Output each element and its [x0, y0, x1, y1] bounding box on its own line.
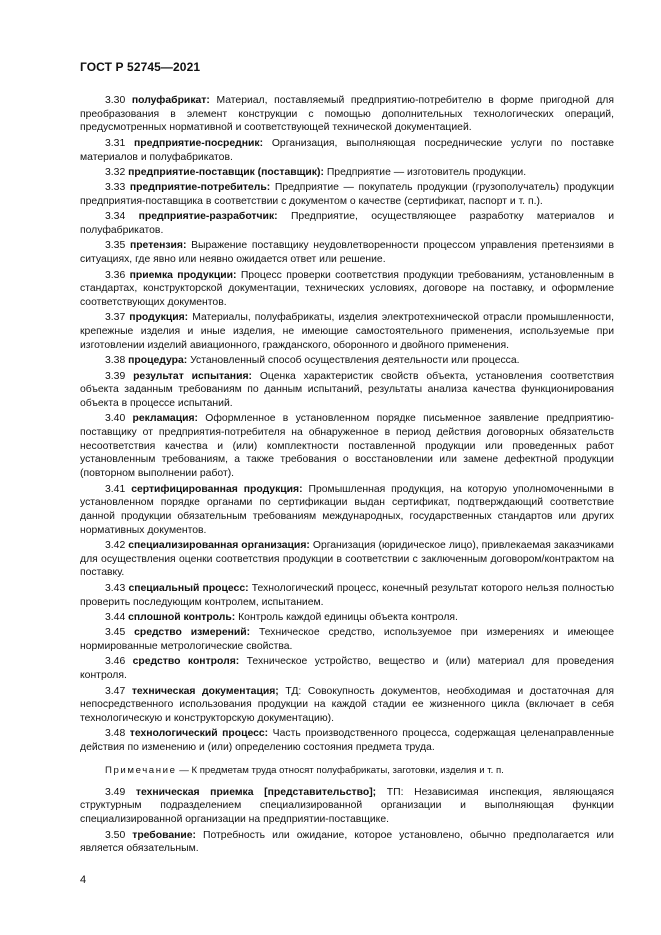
- term-number: 3.34: [105, 211, 126, 223]
- term-definition: Предприятие — изготовитель продукции.: [326, 166, 527, 178]
- term-definition: ТП: Независимая инспекция, являющаяся структурным подразделением специализированной организации и выполняющая функции специализированной организации на предприятии-поставщике.: [80, 786, 614, 826]
- term-number: 3.38: [105, 355, 126, 367]
- term-entry: [80, 655, 614, 682]
- term-definition: ТД: Совокупность документов, необходимая и достаточная для непосредственного использования продукции на каждой стадии ее жизненного цикла (включает в себя технологическую и конструкторскую документацию).: [80, 685, 615, 724]
- term-entry: [80, 137, 614, 164]
- term-name: сертифицированная продукция:: [131, 483, 303, 495]
- term-number: 3.46: [105, 656, 126, 668]
- term-entry: [80, 166, 614, 180]
- term-list: [80, 94, 614, 755]
- term-number: 3.37: [105, 312, 126, 324]
- term-name: рекламация:: [132, 413, 198, 425]
- term-entry: [80, 94, 614, 135]
- term-definition: Техническое устройство, вещество и (или) материал для проведения контроля.: [80, 656, 614, 682]
- page-number: 4: [80, 874, 87, 886]
- term-entry: [80, 370, 614, 411]
- term-definition: Организация, выполняющая посреднические услуги по поставке материалов и полуфабрикатов.: [80, 137, 615, 163]
- term-definition: Материалы, полуфабрикаты, изделия электротехнической отрасли промышленности, крепежные изделия и иные изделия, не имеющие самостоятельного применения, используемые при изготовлении изделий авиационного, гражданского, оборонного и двойного применения.: [80, 312, 614, 351]
- term-entry: [80, 269, 614, 310]
- term-entry: [80, 539, 614, 580]
- term-number: 3.40: [105, 413, 126, 425]
- term-entry: [80, 181, 614, 208]
- term-name: процедура:: [128, 355, 188, 367]
- term-number: 3.32: [105, 166, 126, 178]
- term-number: 3.41: [105, 483, 126, 495]
- note-label: Примечание: [105, 764, 177, 776]
- term-definition: Процесс проверки соответствия продукции требованиям, установленным в стандартах, конструкторской документации, технических условиях, договоре на поставку, и оформление соответствующих документов.: [80, 269, 614, 308]
- term-name: специализированная организация:: [128, 540, 310, 552]
- term-name: техническая документация;: [131, 685, 279, 697]
- term-entry: [80, 354, 614, 368]
- term-entry: [80, 483, 614, 538]
- note-text: — К предметам труда относят полуфабрикаты, заготовки, изделия и т. п.: [179, 764, 504, 776]
- term-name: средство контроля:: [132, 656, 240, 668]
- term-entry: [80, 727, 614, 754]
- term-name: специальный процесс:: [128, 582, 249, 594]
- term-entry: [80, 239, 614, 266]
- term-name: претензия:: [129, 240, 187, 252]
- term-number: 3.33: [105, 182, 126, 194]
- term-definition: Технологический процесс, конечный результат которого нельзя полностью проверить последующим контролем, испытанием.: [80, 582, 615, 608]
- term-entry: [80, 786, 614, 827]
- term-number: 3.36: [105, 269, 126, 281]
- term-entry: [80, 582, 614, 609]
- term-name: сплошной контроль:: [128, 611, 236, 623]
- term-entry: [80, 829, 614, 856]
- term-entry: [80, 611, 614, 625]
- term-name: требование:: [132, 829, 197, 841]
- term-definition: Техническое средство, используемое при измерениях и имеющее нормированные метрологические свойства.: [80, 627, 614, 653]
- term-definition: Предприятие, осуществляющее разработку материалов и полуфабрикатов.: [80, 211, 615, 237]
- term-number: 3.45: [105, 627, 126, 639]
- term-name: предприятие-разработчик:: [138, 211, 278, 223]
- term-definition: Установленный способ осуществления деятельности или процесса.: [190, 355, 520, 367]
- term-definition: Материал, поставляемый предприятию-потребителю в форме пригодной для преобразования в элемент конструкции с помощью дополнительных технологических операций, предусмотренных нормативной и соответствующей технической документацией.: [80, 95, 614, 134]
- term-name: техническая приемка [представительство];: [135, 786, 377, 798]
- term-definition: Оформленное в установленном порядке письменное заявление предприятию-поставщику от предприятия-потребителя на обнаруженное в период действия договорных обязательств несоответствия качества и (или) комплектности поставленной продукции или проведенных работ установленным требованиям, а также требования о восстановлении или замене дефектной продукции (повторном выполнении работ).: [80, 413, 614, 480]
- term-definition: Контроль каждой единицы объекта контроля.: [238, 611, 458, 623]
- term-number: 3.50: [105, 829, 126, 841]
- term-name: предприятие-поставщик (поставщик):: [128, 166, 324, 178]
- document-header: ГОСТ Р 52745—2021: [80, 60, 201, 74]
- term-number: 3.49: [105, 786, 126, 798]
- term-name: приемка продукции:: [129, 269, 237, 281]
- term-definition: Оценка характеристик свойств объекта, установления соответствия объекта заданным требованиям по данным испытаний, результаты анализа качества функционирования объекта в процессе испытаний.: [80, 370, 614, 409]
- document-body: [80, 94, 614, 858]
- term-name: результат испытания:: [133, 370, 252, 382]
- term-name: предприятие-потребитель:: [129, 182, 271, 194]
- term-number: 3.48: [105, 728, 126, 740]
- term-entry: [80, 210, 614, 237]
- note: [80, 764, 614, 777]
- term-entry: [80, 626, 614, 653]
- term-number: 3.43: [105, 582, 126, 594]
- term-list-continued: [80, 786, 614, 856]
- term-name: средство измерений:: [134, 627, 251, 639]
- term-definition: Предприятие — покупатель продукции (грузополучатель) продукции предприятия-поставщика в соответствии с документом о качестве (сертификат, паспорт и т. п.).: [80, 182, 615, 207]
- term-name: предприятие-посредник:: [133, 137, 264, 149]
- term-number: 3.42: [105, 540, 126, 552]
- term-definition: Потребность или ожидание, которое установлено, обычно предполагается или является обязательным.: [80, 829, 614, 855]
- term-number: 3.39: [105, 370, 126, 382]
- term-number: 3.31: [105, 137, 126, 149]
- term-entry: [80, 685, 614, 726]
- term-entry: [80, 311, 614, 352]
- term-name: полуфабрикат:: [131, 95, 210, 106]
- term-name: продукция:: [129, 312, 189, 324]
- term-entry: [80, 412, 614, 481]
- term-definition: Промышленная продукция, на которую уполномоченными в установленном порядке органами по сертификации выдан сертификат, подтверждающий соответствие данной продукции обязательным требованиям международных, государственных стандартов или других нормативных документов.: [80, 483, 615, 536]
- term-number: 3.35: [105, 240, 126, 252]
- term-number: 3.44: [105, 611, 126, 623]
- term-definition: Организация (юридическое лицо), привлекаемая заказчиками для осуществления оценки соответствия продукции в соответствии с заключенным договором/контрактом на поставку.: [80, 540, 614, 579]
- term-number: 3.47: [105, 685, 126, 697]
- term-definition: Часть производственного процесса, содержащая целенаправленные действия по изменению и (или) определению состояния предмета труда.: [80, 728, 615, 754]
- term-name: технологический процесс:: [129, 728, 269, 740]
- term-number: 3.30: [105, 95, 126, 106]
- term-definition: Выражение поставщику неудовлетворенности процессом управления претензиями в ситуациях, где явно или неявно ожидается ответ или решение.: [80, 240, 614, 266]
